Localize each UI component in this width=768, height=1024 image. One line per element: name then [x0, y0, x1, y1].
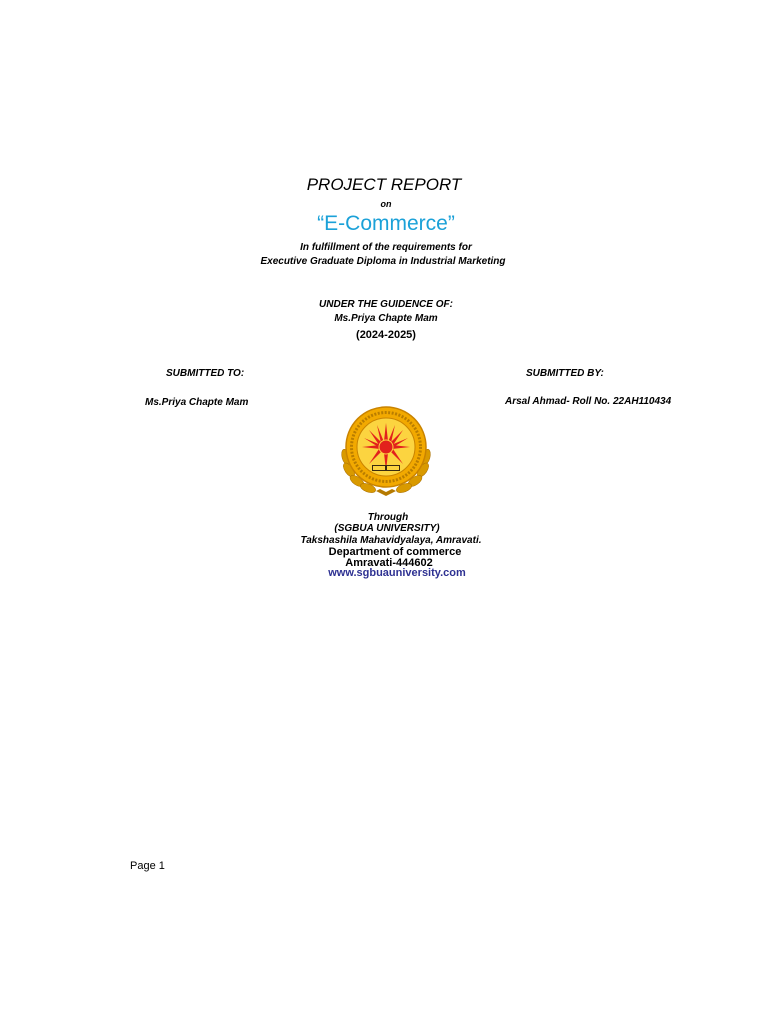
- requirement-line-1: In fulfillment of the requirements for: [300, 242, 472, 253]
- college-name: Takshashila Mahavidyalaya, Amravati.: [300, 535, 482, 546]
- through-label: Through: [367, 512, 409, 523]
- page-number: Page 1: [130, 860, 165, 872]
- requirement-line-2: Executive Graduate Diploma in Industrial Marketing: [260, 256, 506, 267]
- guidance-name: Ms.Priya Chapte Mam: [334, 313, 438, 324]
- report-subject: “E-Commerce”: [317, 212, 455, 235]
- report-title: PROJECT REPORT: [306, 175, 462, 194]
- report-on: on: [380, 199, 392, 209]
- university-name: (SGBUA UNIVERSITY): [334, 523, 440, 534]
- city-pincode: Amravati-444602: [345, 557, 433, 569]
- submitted-by-heading: SUBMITTED BY:: [526, 368, 604, 379]
- academic-year: (2024-2025): [356, 329, 416, 341]
- university-emblem-logo: [336, 405, 436, 497]
- website-link[interactable]: www.sgbuauniversity.com: [328, 567, 466, 579]
- submitted-to-heading: SUBMITTED TO:: [166, 368, 245, 379]
- guidance-heading: UNDER THE GUIDENCE OF:: [319, 299, 453, 310]
- submitted-to-name: Ms.Priya Chapte Mam: [145, 397, 249, 408]
- department-name: Department of commerce: [328, 546, 462, 558]
- submitted-by-name: Arsal Ahmad- Roll No. 22AH110434: [505, 396, 672, 407]
